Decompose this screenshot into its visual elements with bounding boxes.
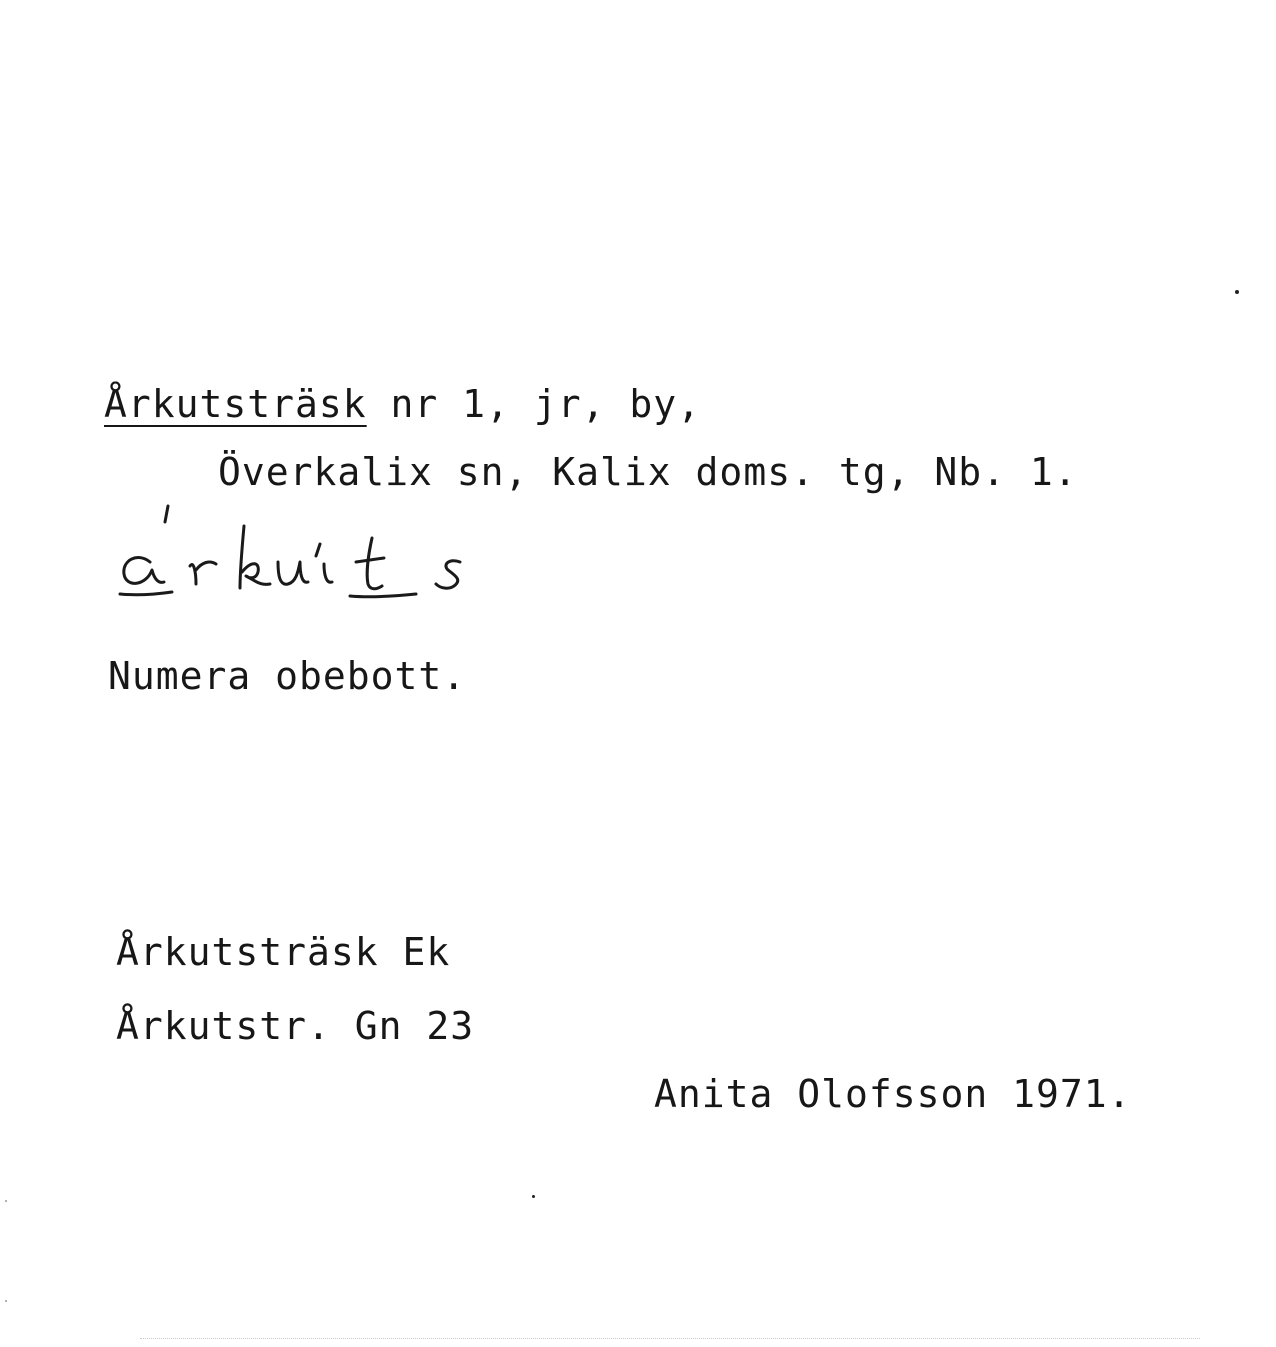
scan-speck bbox=[1235, 290, 1239, 294]
scan-speck bbox=[5, 1200, 7, 1202]
recorder-line: Anita Olofsson 1971. bbox=[654, 1072, 1132, 1116]
handwritten-pronunciation bbox=[110, 500, 490, 610]
scan-edge bbox=[140, 1338, 1200, 1339]
source-line-1: Årkutsträsk Ek bbox=[116, 930, 451, 974]
heading-line bbox=[104, 382, 701, 426]
status-line: Numera obebott. bbox=[108, 654, 467, 698]
scan-speck bbox=[532, 1195, 535, 1198]
place-type: nr 1, jr, by, bbox=[366, 382, 701, 426]
location-line: Överkalix sn, Kalix doms. tg, Nb. 1. bbox=[218, 450, 1078, 494]
scan-speck bbox=[5, 1300, 7, 1302]
source-line-2: Årkutstr. Gn 23 bbox=[116, 1004, 475, 1048]
place-name: Årkutsträsk bbox=[104, 382, 367, 426]
